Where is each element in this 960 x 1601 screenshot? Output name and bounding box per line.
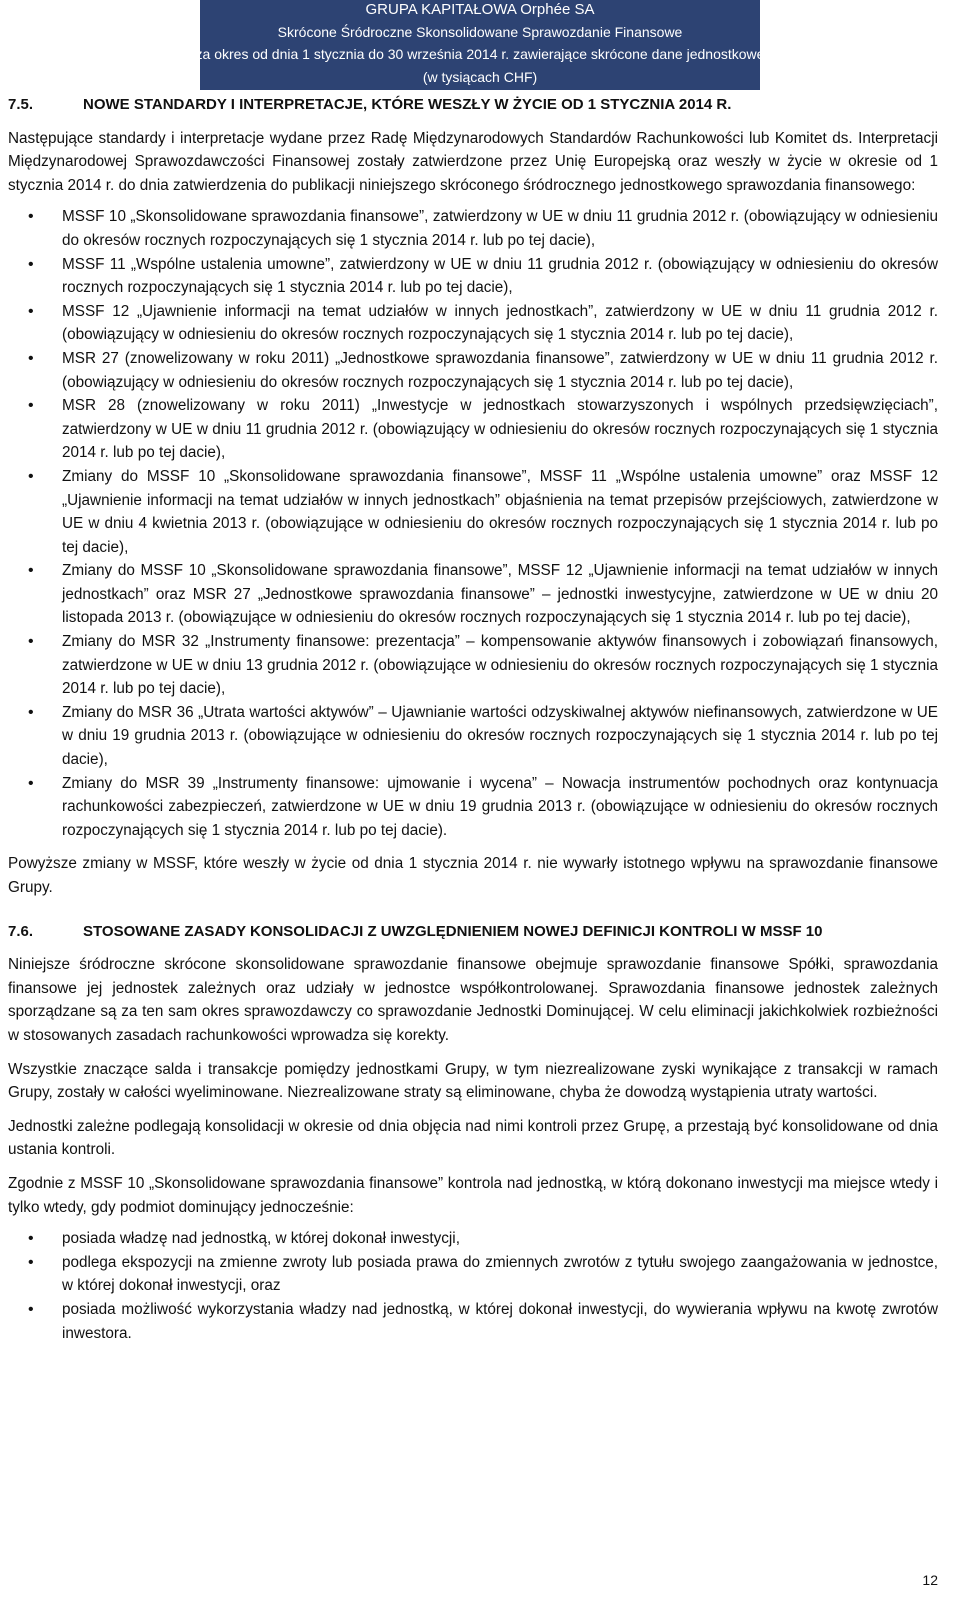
list-item-text: MSR 27 (znowelizowany w roku 2011) „Jednostkowe sprawozdania finansowe”, zatwierdzony w UE w dniu 11 grudnia 2012 r. (obowiązujący w odniesieniu do okresów rocznych rozpoczynających się 1 stycznia 2014 r. lub po tej dacie), bbox=[62, 349, 938, 391]
header-company: GRUPA KAPITAŁOWA Orphée SA bbox=[365, 1, 595, 18]
list-item-text: MSSF 12 „Ujawnienie informacji na temat udziałów w innych jednostkach”, zatwierdzony w UE w dniu 11 grudnia 2012 r. (obowiązujący w odniesieniu do okresów rocznych rozpoczynających się 1 stycznia 2014 r. lub po tej dacie), bbox=[62, 302, 938, 344]
list-item-text: posiada władzę nad jednostką, w której dokonał inwestycji, bbox=[62, 1230, 460, 1248]
page-header bbox=[0, 0, 960, 92]
list-item bbox=[8, 630, 938, 701]
bullet-icon: • bbox=[28, 302, 34, 320]
paragraph: Zgodnie z MSSF 10 „Skonsolidowane sprawozdania finansowe” kontrola nad jednostką, w którą dokonano inwestycji ma miejsce wtedy i tylko wtedy, gdy podmiot dominujący jednocześnie: bbox=[8, 1174, 938, 1216]
bullet-icon: • bbox=[28, 1253, 34, 1271]
list-item-text: Zmiany do MSSF 10 „Skonsolidowane sprawozdania finansowe”, MSSF 11 „Wspólne ustalenia umowne” oraz MSSF 12 „Ujawnienie informacji na temat udziałów w innych jednostkach” objaśnienia na temat przepisów przejściowych, zatwierdzone w UE w dniu 4 kwietnia 2013 r. (obowiązujące w odniesieniu do okresów rocznych rozpoczynających się 1 stycznia 2014 r. lub po tej dacie), bbox=[62, 467, 938, 556]
list-item bbox=[8, 347, 938, 394]
bullet-icon: • bbox=[28, 703, 34, 721]
paragraph: Niniejsze śródroczne skrócone skonsolidowane sprawozdanie finansowe obejmuje sprawozdanie finansowe Spółki, sprawozdania finansowe jej jednostek zależnych oraz udziały w jednostce współkontrolowanej. Sprawozdania finansowe jednostek zależnych sporządzane są za ten sam okres sprawozdawczy co sprawozdanie Jednostki Dominującej. W celu eliminacji jakichkolwiek rozbieżności w stosowanych zasadach rachunkowości wprowadza się korekty. bbox=[8, 956, 938, 1044]
list-item bbox=[8, 300, 938, 347]
header-report-title: Skrócone Śródroczne Skonsolidowane Sprawozdanie Finansowe bbox=[277, 24, 683, 40]
standards-list bbox=[8, 205, 938, 842]
list-item bbox=[8, 1298, 938, 1345]
list-item bbox=[8, 394, 938, 465]
section-7-5-heading bbox=[8, 93, 938, 117]
header-period: za okres od dnia 1 stycznia do 30 września 2014 r. zawierające skrócone dane jednostkowe bbox=[195, 46, 765, 62]
section-number: 7.5. bbox=[8, 96, 34, 113]
control-criteria-list bbox=[8, 1227, 938, 1345]
list-item bbox=[8, 253, 938, 300]
bullet-icon: • bbox=[28, 1230, 34, 1248]
list-item-text: MSR 28 (znowelizowany w roku 2011) „Inwestycje w jednostkach stowarzyszonych i wspólnych przedsięwzięciach”, zatwierdzony w UE w dniu 11 grudnia 2012 r. (obowiązujący w odniesieniu do okresów rocznych rozpoczynających się 1 stycznia 2014 r. lub po tej dacie), bbox=[62, 397, 938, 462]
section-7-6-heading bbox=[8, 920, 938, 944]
section-title: NOWE STANDARDY I INTERPRETACJE, KTÓRE WESZŁY W ŻYCIE OD 1 STYCZNIA 2014 R. bbox=[83, 96, 732, 113]
list-item-text: Zmiany do MSR 36 „Utrata wartości aktywów” – Ujawnianie wartości odzyskiwalnej aktywów niefinansowych, zatwierdzone w UE w dniu 19 grudnia 2013 r. (obowiązujące w odniesieniu do okresów rocznych rozpoczynających się 1 stycznia 2014 r. lub po tej dacie), bbox=[62, 703, 938, 769]
list-item bbox=[8, 701, 938, 772]
list-item-text: posiada możliwość wykorzystania władzy nad jednostką, w której dokonał inwestycji, do wywierania wpływu na kwotę zwrotów inwestora. bbox=[62, 1300, 938, 1342]
paragraph: Jednostki zależne podlegają konsolidacji w okresie od dnia objęcia nad nimi kontroli przez Grupę, a przestają być konsolidowane od dnia ustania kontroli. bbox=[8, 1117, 938, 1159]
list-item-text: podlega ekspozycji na zmienne zwroty lub posiada prawa do zmiennych zwrotów z tytułu swojego zaangażowania w jednostce, w której dokonał inwestycji, oraz bbox=[62, 1253, 938, 1295]
page-number: 12 bbox=[922, 1572, 938, 1588]
section-7-5-intro: Następujące standardy i interpretacje wydane przez Radę Międzynarodowych Standardów Rachunkowości lub Komitet ds. Interpretacji Międzynarodowej Sprawozdawczości Finansowej zostały zatwierdzone przez Unię Europejską oraz weszły w życie w okresie od 1 stycznia 2014 r. do dnia zatwierdzenia do publikacji niniejszego skróconego śródrocznego jednostkowego sprawozdania finansowego: bbox=[8, 129, 938, 194]
section-number: 7.6. bbox=[8, 922, 34, 940]
list-item bbox=[8, 1227, 938, 1251]
list-item-text: MSSF 10 „Skonsolidowane sprawozdania finansowe”, zatwierdzony w UE w dniu 11 grudnia 2012 r. (obowiązujący w odniesieniu do okresów rocznych rozpoczynających się 1 stycznia 2014 r. lub po tej dacie), bbox=[62, 208, 938, 249]
list-item bbox=[8, 465, 938, 559]
header-units: (w tysiącach CHF) bbox=[422, 69, 538, 85]
bullet-icon: • bbox=[28, 1300, 34, 1318]
bullet-icon: • bbox=[28, 397, 34, 415]
list-item bbox=[8, 205, 938, 252]
bullet-icon: • bbox=[28, 349, 34, 367]
bullet-icon: • bbox=[28, 562, 34, 580]
list-item-text: MSSF 11 „Wspólne ustalenia umowne”, zatwierdzony w UE w dniu 11 grudnia 2012 r. (obowiązujący w odniesieniu do okresów rocznych rozpoczynających się 1 stycznia 2014 r. lub po tej dacie), bbox=[62, 255, 938, 297]
list-item bbox=[8, 1251, 938, 1298]
section-title: STOSOWANE ZASADY KONSOLIDACJI Z UWZGLĘDNIENIEM NOWEJ DEFINICJI KONTROLI W MSSF 10 bbox=[83, 922, 823, 940]
section-7-5-conclusion: Powyższe zmiany w MSSF, które weszły w życie od dnia 1 stycznia 2014 r. nie wywarły istotnego wpływu na sprawozdanie finansowe Grupy. bbox=[8, 855, 938, 896]
document-body bbox=[8, 93, 938, 1345]
bullet-icon: • bbox=[28, 774, 34, 792]
list-item-text: Zmiany do MSR 32 „Instrumenty finansowe: prezentacja” – kompensowanie aktywów finansowych i zobowiązań finansowych, zatwierdzone w UE w dniu 13 grudnia 2012 r. (obowiązujące w odniesieniu do okresów rocznych rozpoczynających się 1 stycznia 2014 r. lub po tej dacie), bbox=[62, 633, 938, 698]
list-item-text: Zmiany do MSSF 10 „Skonsolidowane sprawozdania finansowe”, MSSF 12 „Ujawnienie informacji na temat udziałów w innych jednostkach” oraz MSR 27 „Jednostkowe sprawozdania finansowe” – jednostki inwestycyjne, zatwierdzone w UE w dniu 20 listopada 2013 r. (obowiązujące w odniesieniu do okresów rocznych rozpoczynających się 1 stycznia 2014 r. lub po tej dacie), bbox=[62, 562, 938, 627]
bullet-icon: • bbox=[28, 467, 34, 485]
paragraph: Wszystkie znaczące salda i transakcje pomiędzy jednostkami Grupy, w tym niezrealizowane zyski wynikające z transakcji w ramach Grupy, zostały w całości wyeliminowane. Niezrealizowane straty są eliminowane, chyba że dowodzą wystąpienia utraty wartości. bbox=[8, 1060, 938, 1102]
list-item bbox=[8, 772, 938, 843]
list-item bbox=[8, 559, 938, 630]
list-item-text: Zmiany do MSR 39 „Instrumenty finansowe: ujmowanie i wycena” – Nowacja instrumentów pochodnych oraz kontynuacja rachunkowości zabezpieczeń, zatwierdzone w UE w dniu 19 grudnia 2013 r. (obowiązujące w odniesieniu do okresów rocznych rozpoczynających się 1 stycznia 2014 r. lub po tej dacie). bbox=[62, 774, 938, 839]
bullet-icon: • bbox=[28, 633, 34, 651]
bullet-icon: • bbox=[28, 255, 34, 273]
bullet-icon: • bbox=[28, 208, 34, 226]
